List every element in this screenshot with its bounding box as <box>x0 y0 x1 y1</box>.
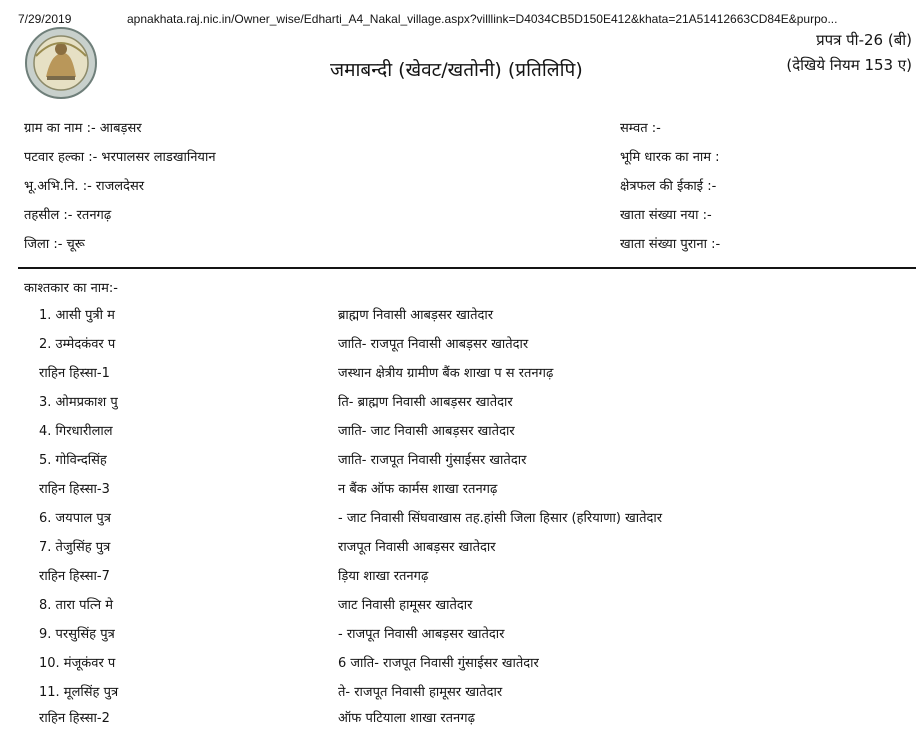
owner-name: 11. मूलसिंह पुत्र <box>39 685 119 700</box>
owner-name: 2. उम्मेदकंवर प <box>39 337 116 352</box>
owner-detail: - जाट निवासी सिंघवाखास तह.हांसी जिला हिसार (हरियाणा) खातेदार <box>338 511 663 526</box>
list-item <box>0 624 924 652</box>
owner-name: 5. गोविन्दसिंह <box>39 453 107 468</box>
owner-detail: जाति- राजपूत निवासी गुंसाईसर खातेदार <box>338 453 527 468</box>
owner-detail: जाति- राजपूत निवासी आबड़सर खातेदार <box>338 337 529 352</box>
owners-heading: काश्तकार का नाम:- <box>24 281 118 296</box>
list-item <box>0 595 924 623</box>
list-item <box>0 566 924 594</box>
print-url: apnakhata.raj.nic.in/Owner_wise/Edharti_A4_Nakal_village.aspx?villlink=D4034CB5D150E412&khata=21A51412663CD84E&purpo... <box>127 12 838 26</box>
list-item <box>0 682 924 710</box>
owner-detail: ति- ब्राह्मण निवासी आबड़सर खातेदार <box>338 395 513 410</box>
list-item <box>0 363 924 391</box>
owner-detail: न बैंक ऑफ कार्मस शाखा रतनगढ़ <box>338 482 498 497</box>
land-holder-name: भूमि धारक का नाम : <box>620 150 720 165</box>
rule-reference: (देखिये नियम 153 ए) <box>786 56 912 74</box>
list-item <box>0 479 924 507</box>
owner-detail: जस्थान क्षेत्रीय ग्रामीण बैंक शाखा प स रतनगढ़ <box>338 366 554 381</box>
owner-name: 6. जयपाल पुत्र <box>39 511 111 526</box>
owner-name: 7. तेजुसिंह पुत्र <box>39 540 111 555</box>
list-item <box>0 537 924 565</box>
samvat: सम्वत :- <box>620 121 661 136</box>
list-item <box>0 421 924 449</box>
owner-detail: जाति- जाट निवासी आबड़सर खातेदार <box>338 424 515 439</box>
owner-name: राहिन हिस्सा-3 <box>39 482 110 497</box>
owner-name: राहिन हिस्सा-7 <box>39 569 110 584</box>
owner-name: 8. तारा पत्नि मे <box>39 598 113 613</box>
rajasthan-emblem-icon <box>24 26 98 100</box>
document-title: जमाबन्दी (खेवट/खतोनी) (प्रतिलिपि) <box>330 59 583 81</box>
owner-detail: ड़िया शाखा रतनगढ़ <box>338 569 429 584</box>
village-name: ग्राम का नाम :- आबड़सर <box>24 121 142 136</box>
list-item <box>0 450 924 478</box>
list-item <box>0 392 924 420</box>
owner-detail: ऑफ पटियाला शाखा रतनगढ़ <box>338 711 475 726</box>
patwar-halka: पटवार हल्का :- भरपालसर लाडखानियान <box>24 150 216 165</box>
land-records-inspector: भू.अभि.नि. :- राजलदेसर <box>24 179 145 194</box>
khata-number-old: खाता संख्या पुराना :- <box>620 237 721 252</box>
list-item <box>0 508 924 536</box>
tehsil: तहसील :- रतनगढ़ <box>24 208 112 223</box>
owner-detail: ब्राह्मण निवासी आबड़सर खातेदार <box>338 308 494 323</box>
list-item <box>0 708 924 730</box>
list-item <box>0 334 924 362</box>
owner-detail: - राजपूत निवासी आबड़सर खातेदार <box>338 627 505 642</box>
owner-name: 9. परसुसिंह पुत्र <box>39 627 115 642</box>
owner-detail: राजपूत निवासी आबड़सर खातेदार <box>338 540 496 555</box>
owner-detail: जाट निवासी हामूसर खातेदार <box>338 598 473 613</box>
owner-name: राहिन हिस्सा-1 <box>39 366 110 381</box>
owner-name: 1. आसी पुत्री म <box>39 308 115 323</box>
khata-number-new: खाता संख्या नया :- <box>620 208 712 223</box>
form-id: प्रपत्र पी-26 (बी) <box>816 31 912 49</box>
section-divider <box>18 267 916 269</box>
list-item <box>0 305 924 333</box>
district: जिला :- चूरू <box>24 237 85 252</box>
owner-name: 3. ओमप्रकाश पु <box>39 395 118 410</box>
owner-name: राहिन हिस्सा-2 <box>39 711 110 726</box>
area-unit: क्षेत्रफल की ईकाई :- <box>620 179 717 194</box>
owner-name: 10. मंजूकंवर प <box>39 656 116 671</box>
owner-name: 4. गिरधारीलाल <box>39 424 113 439</box>
print-date: 7/29/2019 <box>18 12 72 26</box>
owner-detail: 6 जाति- राजपूत निवासी गुंसाईसर खातेदार <box>338 656 539 671</box>
list-item <box>0 653 924 681</box>
owner-detail: ते- राजपूत निवासी हामूसर खातेदार <box>338 685 503 700</box>
